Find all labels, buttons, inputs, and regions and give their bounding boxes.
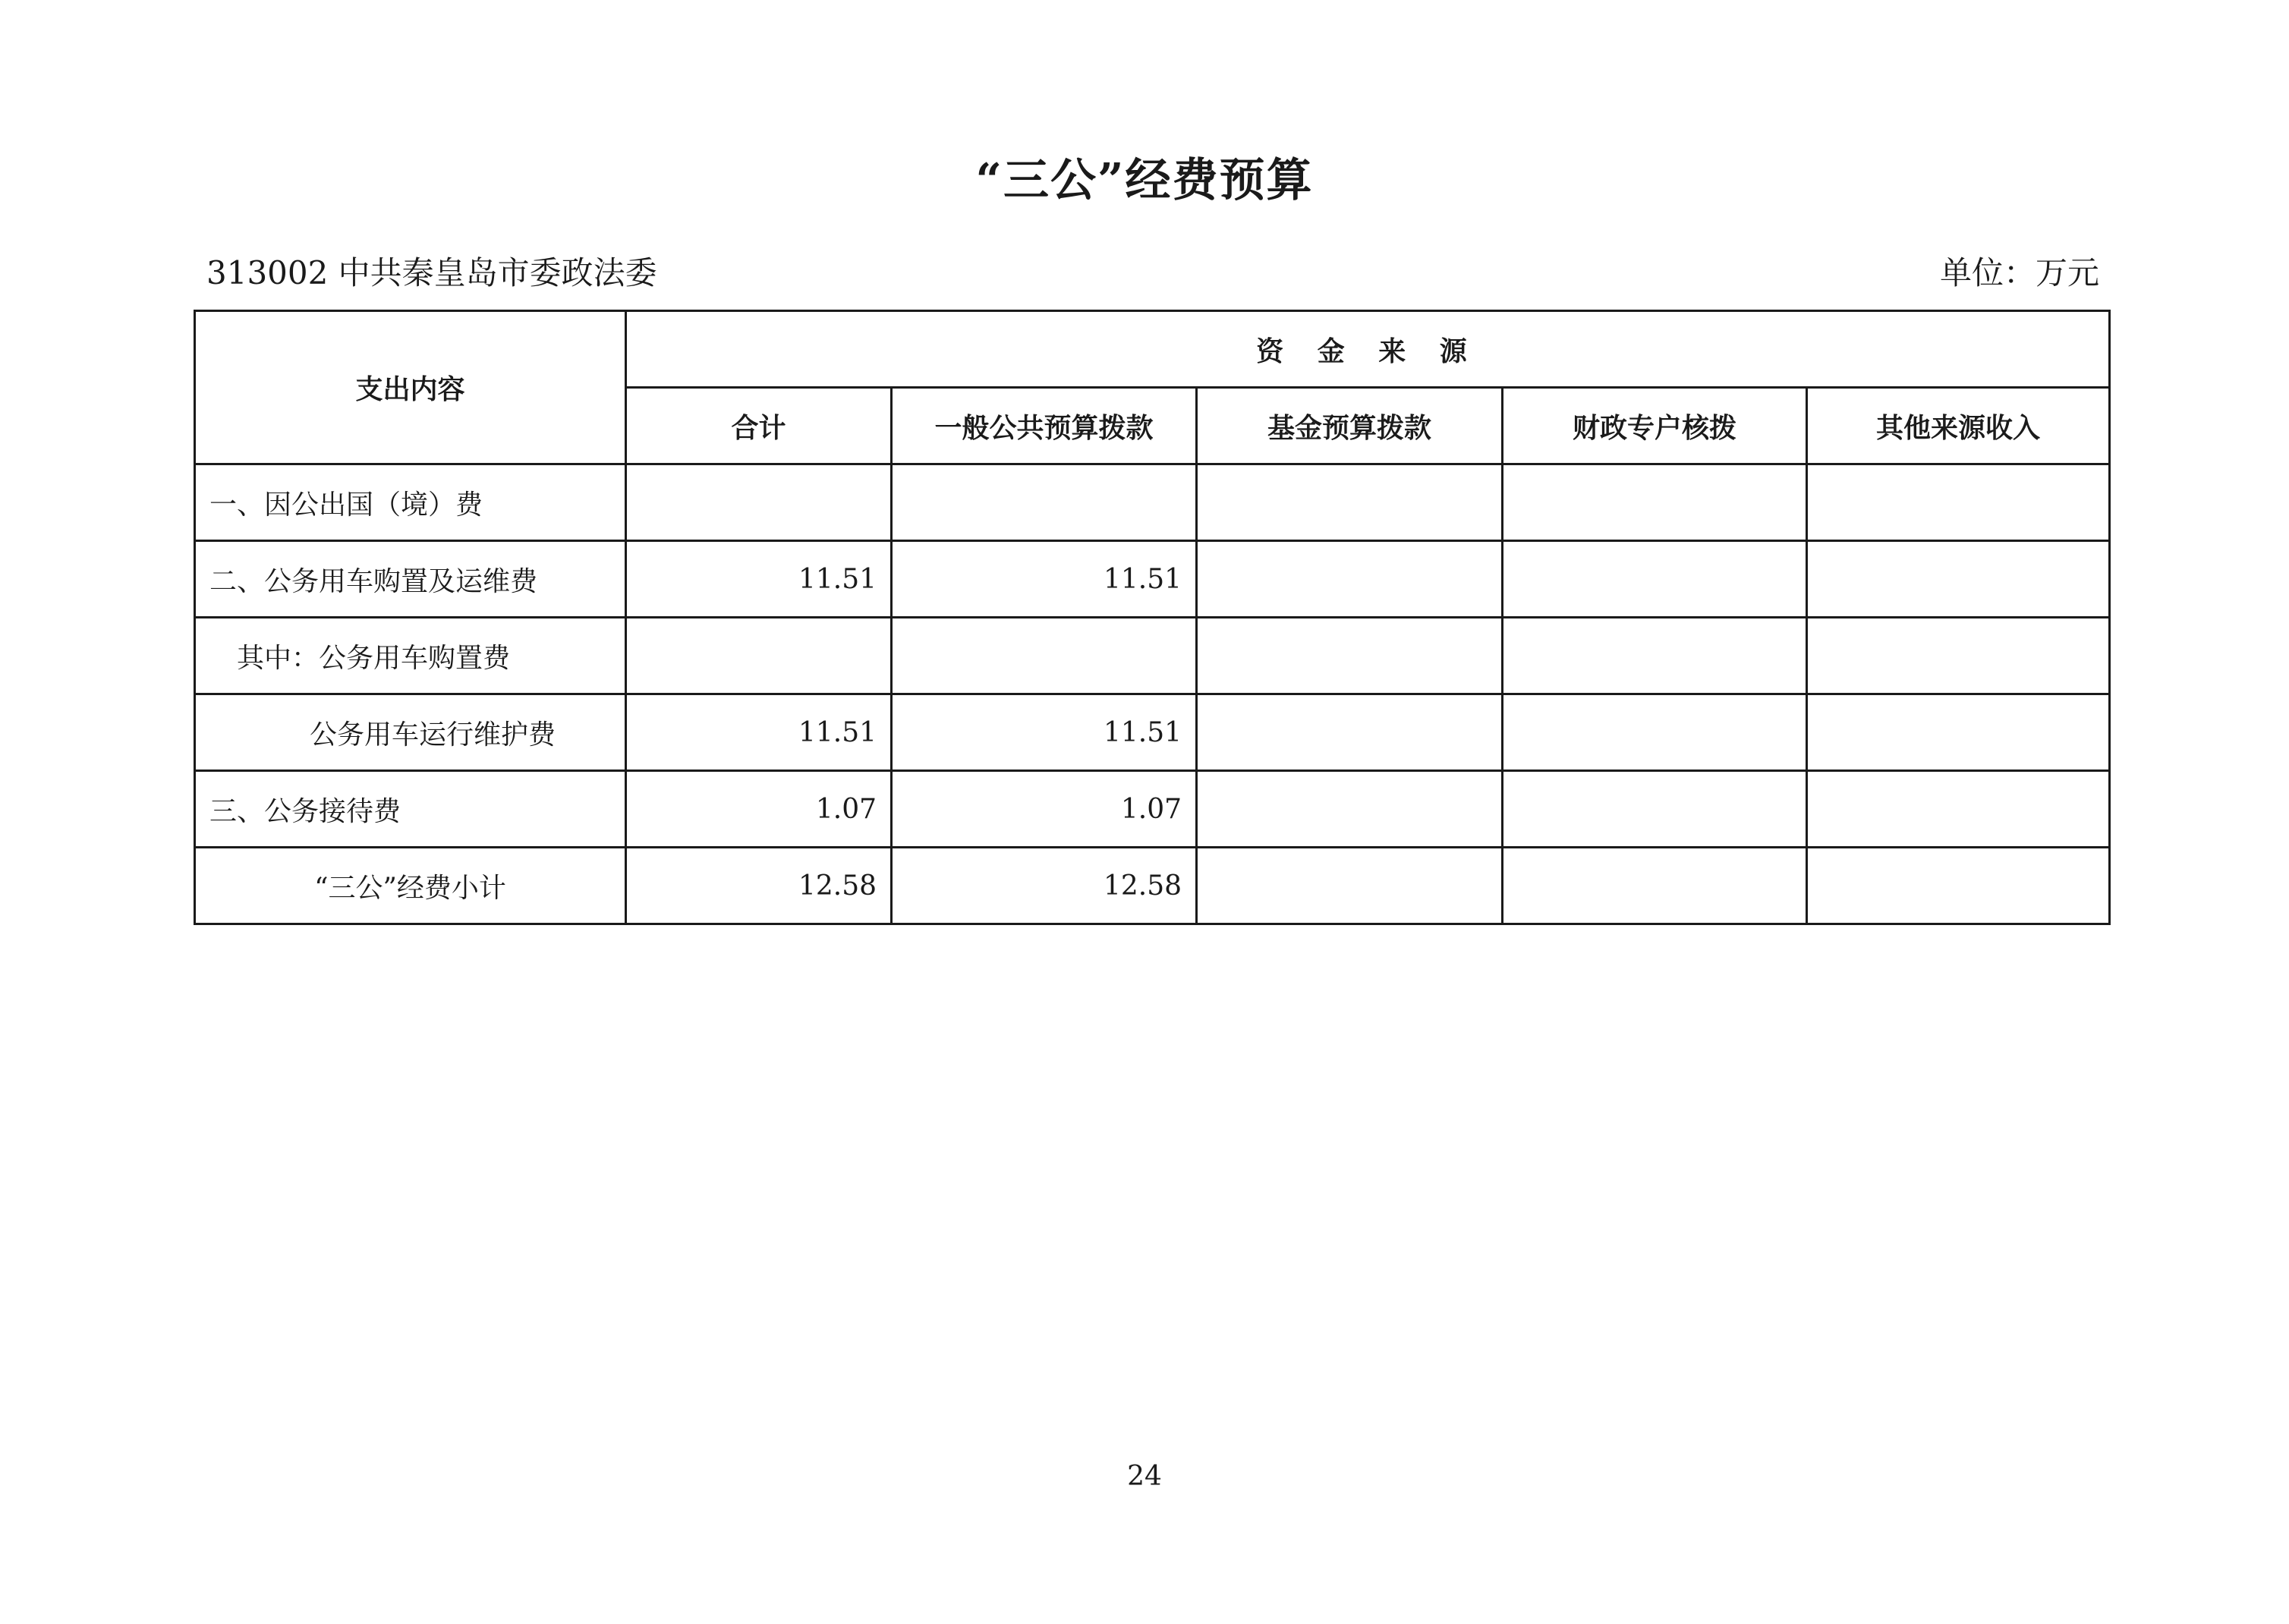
- cell-other-income: [1807, 618, 2110, 694]
- column-header-general-budget: 一般公共预算拨款: [892, 388, 1197, 464]
- cell-total: [626, 618, 892, 694]
- unit-label: 单位：万元: [1939, 254, 2099, 291]
- cell-special-account: [1503, 848, 1807, 924]
- column-header-other-income: 其他来源收入: [1807, 388, 2110, 464]
- cell-fund-budget: [1197, 541, 1503, 618]
- table-row: [195, 618, 2110, 694]
- cell-special-account: [1503, 694, 1807, 771]
- cell-general-budget: [892, 618, 1197, 694]
- cell-special-account: [1503, 541, 1807, 618]
- row-label: 二、公务用车购置及运维费: [195, 541, 626, 618]
- cell-fund-budget: [1197, 464, 1503, 541]
- table-header-row: [195, 311, 2110, 388]
- organization-name: 313002 中共秦皇岛市委政法委: [206, 254, 657, 291]
- table-row: [195, 541, 2110, 618]
- table-row: [195, 464, 2110, 541]
- column-header-special-account: 财政专户核拨: [1503, 388, 1807, 464]
- cell-total: 1.07: [626, 771, 892, 848]
- cell-other-income: [1807, 541, 2110, 618]
- cell-other-income: [1807, 771, 2110, 848]
- cell-fund-budget: [1197, 618, 1503, 694]
- cell-other-income: [1807, 464, 2110, 541]
- cell-total: 12.58: [626, 848, 892, 924]
- cell-general-budget: [892, 464, 1197, 541]
- table-row: [195, 771, 2110, 848]
- cell-special-account: [1503, 771, 1807, 848]
- column-header-funding-sources: 资 金 来 源: [626, 311, 2110, 388]
- cell-fund-budget: [1197, 771, 1503, 848]
- cell-total: [626, 464, 892, 541]
- cell-special-account: [1503, 618, 1807, 694]
- column-header-fund-budget: 基金预算拨款: [1197, 388, 1503, 464]
- table-row: [195, 694, 2110, 771]
- cell-general-budget: 11.51: [892, 694, 1197, 771]
- page-title: “三公”经费预算: [975, 154, 1314, 207]
- row-label: “三公”经费小计: [195, 848, 626, 924]
- row-label: 三、公务接待费: [195, 771, 626, 848]
- cell-general-budget: 1.07: [892, 771, 1197, 848]
- column-header-content: 支出内容: [195, 311, 626, 464]
- row-label: 其中：公务用车购置费: [195, 618, 626, 694]
- table-row-subtotal: [195, 848, 2110, 924]
- cell-fund-budget: [1197, 694, 1503, 771]
- cell-total: 11.51: [626, 541, 892, 618]
- cell-special-account: [1503, 464, 1807, 541]
- cell-general-budget: 12.58: [892, 848, 1197, 924]
- cell-fund-budget: [1197, 848, 1503, 924]
- page-number: 24: [1127, 1461, 1162, 1492]
- cell-general-budget: 11.51: [892, 541, 1197, 618]
- row-label: 公务用车运行维护费: [195, 694, 626, 771]
- cell-other-income: [1807, 694, 2110, 771]
- column-header-total: 合计: [626, 388, 892, 464]
- cell-total: 11.51: [626, 694, 892, 771]
- row-label: 一、因公出国（境）费: [195, 464, 626, 541]
- cell-other-income: [1807, 848, 2110, 924]
- budget-table: [194, 310, 2111, 925]
